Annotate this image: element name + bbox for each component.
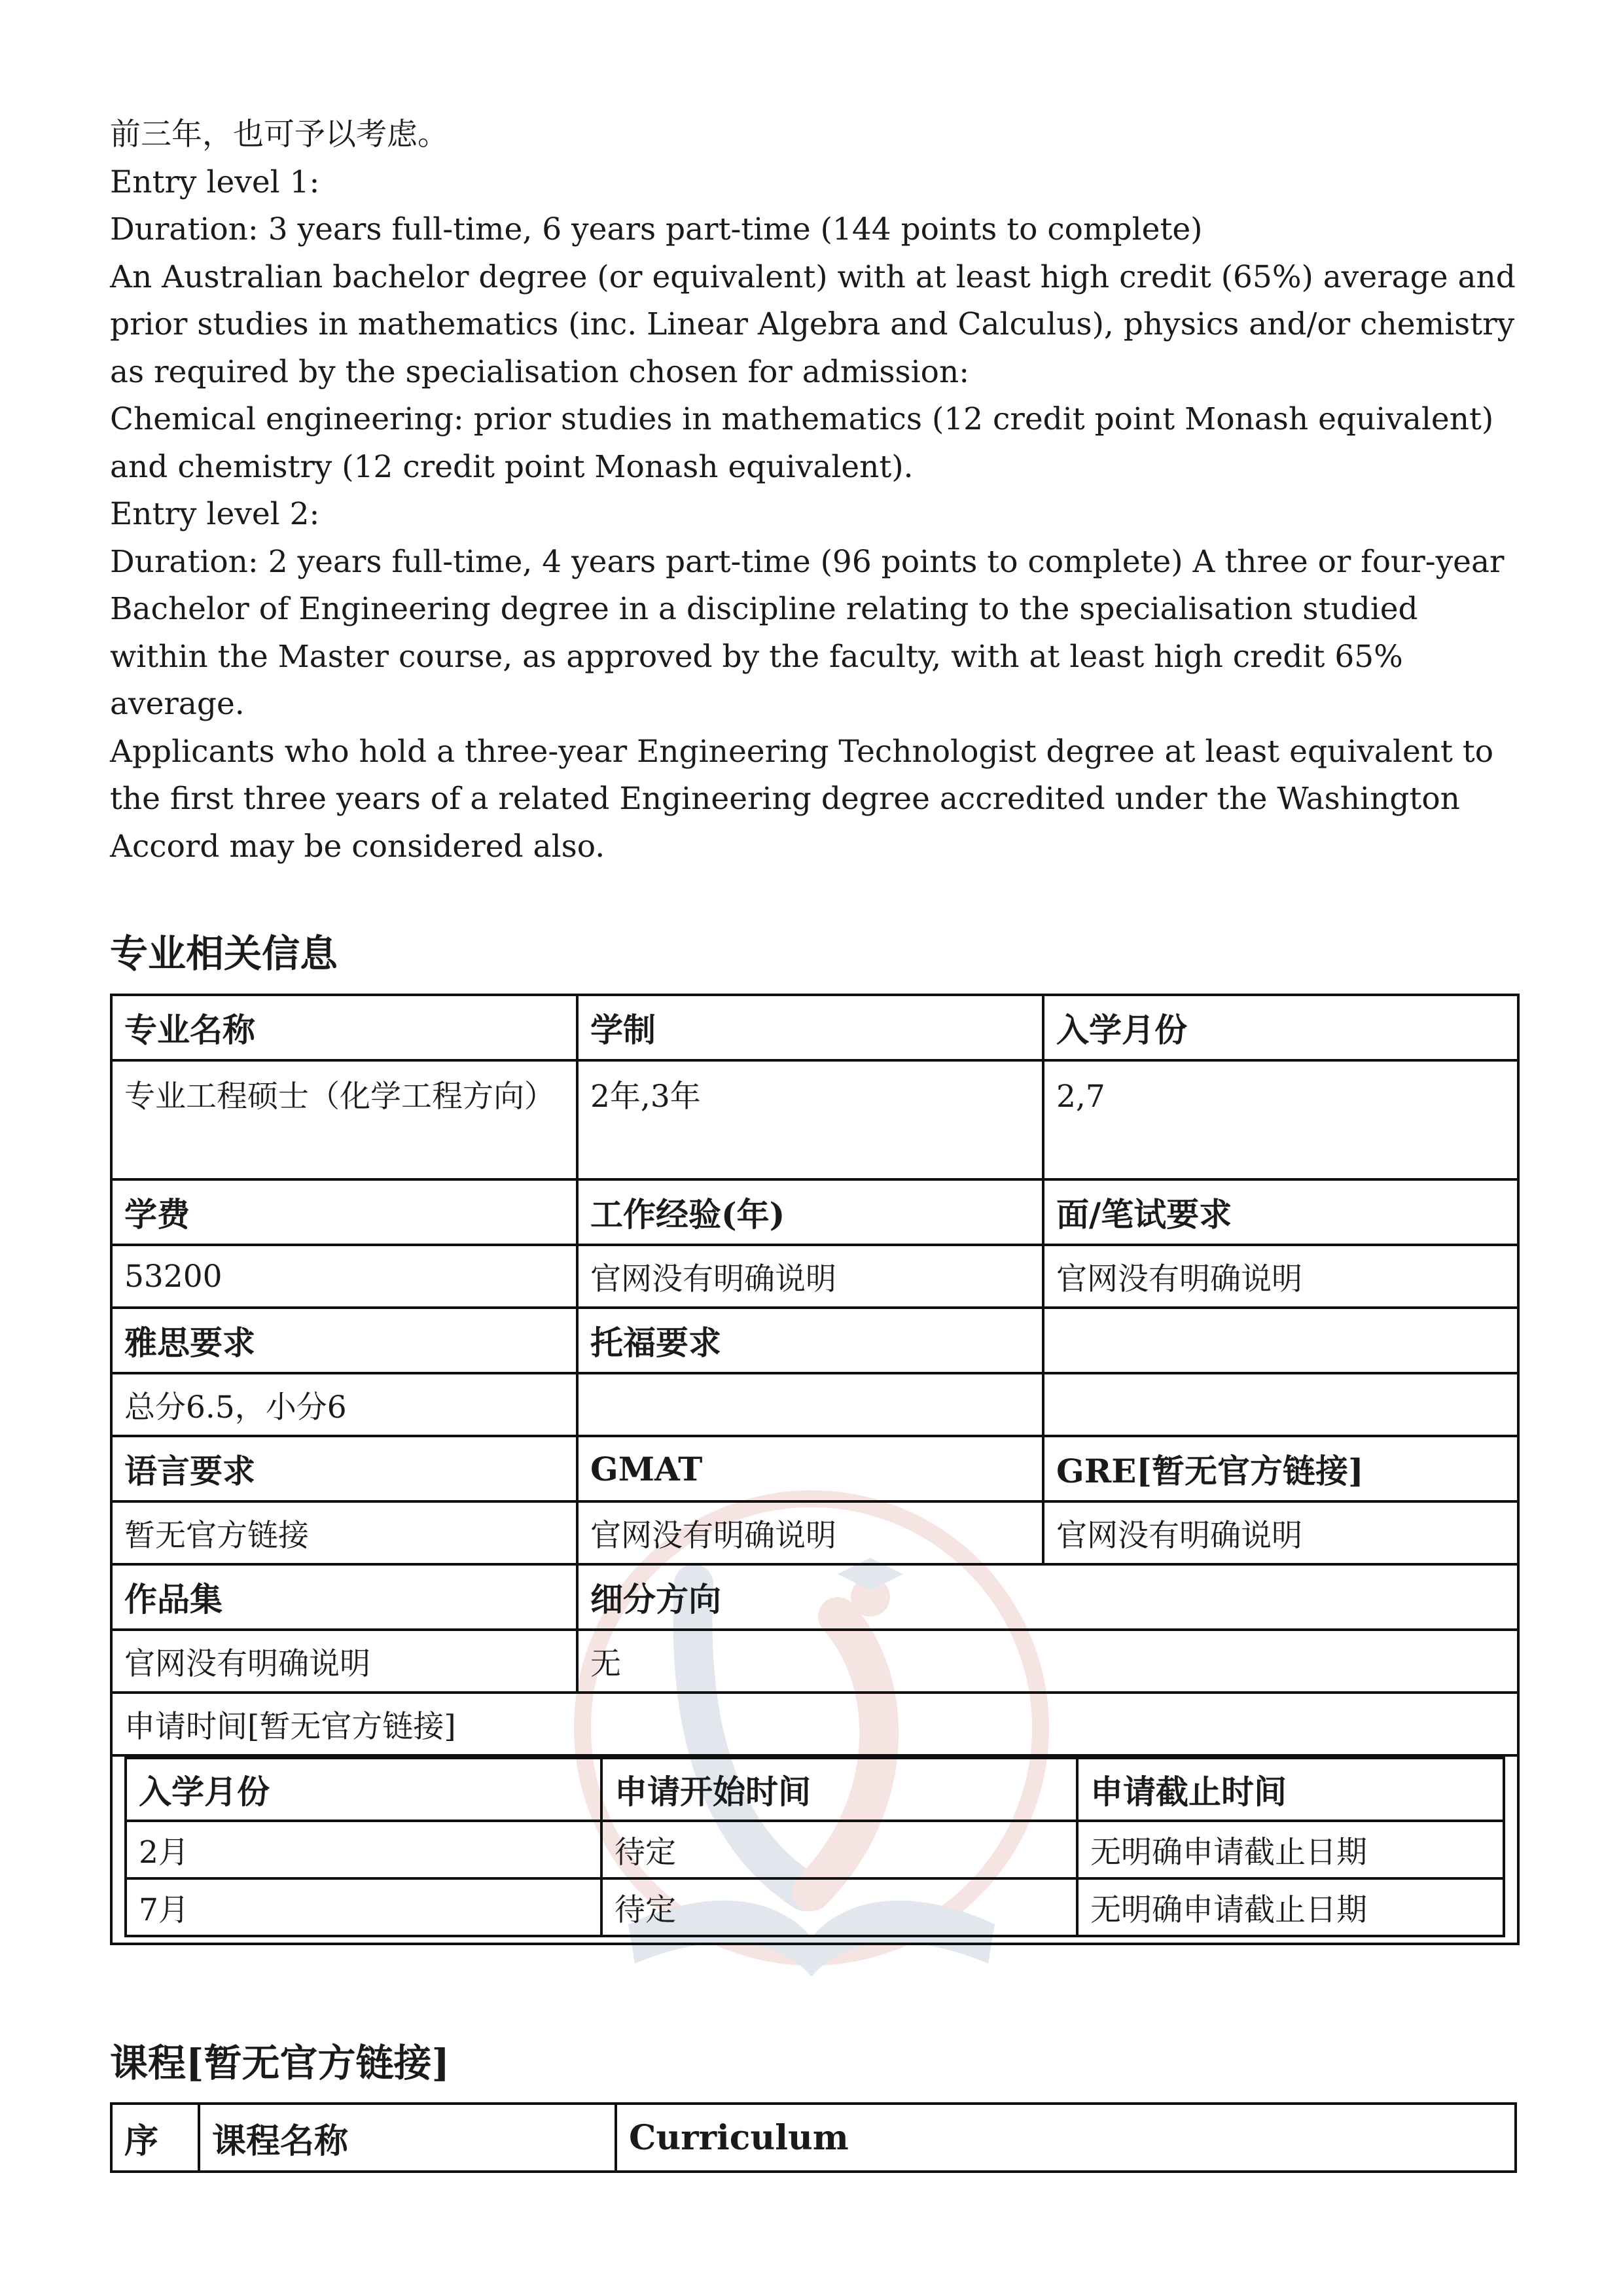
course-header-curriculum: Curriculum <box>616 2104 1516 2172</box>
tuition-value: 53200 <box>111 1245 577 1308</box>
tuition-label: 学费 <box>111 1179 577 1245</box>
intro-line: An Australian bachelor degree (or equivalent) with at least high credit (65%) average and prior studies in mathematics (inc. Linear Algebra and Calculus), physics and/or chemistry as required by the specialisation chosen for admission: <box>110 259 1516 390</box>
course-section-title: 课程[暂无官方链接] <box>110 2041 450 2085</box>
intro-block <box>110 111 1517 870</box>
subfield-value: 无 <box>577 1630 1518 1693</box>
gmat-label: GMAT <box>577 1436 1043 1501</box>
work-experience-value: 官网没有明确说明 <box>577 1245 1043 1308</box>
course-table <box>110 2102 1517 2173</box>
duration-value: 2年,3年 <box>577 1060 1043 1179</box>
major-value: 专业工程硕士（化学工程方向） <box>111 1060 577 1179</box>
intro-line: Duration: 2 years full-time, 4 years part-time (96 points to complete) A three or four-year Bachelor of Engineering degree in a discipline relating to the specialisation studied within the Master course, as approved by the faculty, with at least high credit 65% average. <box>110 543 1505 722</box>
table-row <box>126 1821 1504 1878</box>
intro-line: Entry level 1: <box>110 164 320 200</box>
apply-header-intake: 入学月份 <box>126 1758 601 1821</box>
apply-deadline: 无明确申请截止日期 <box>1077 1821 1504 1878</box>
intro-line: Entry level 2: <box>110 496 320 532</box>
empty-cell <box>1043 1308 1518 1373</box>
toefl-value <box>577 1373 1043 1436</box>
apply-schedule-cell <box>111 1755 1518 1944</box>
intro-line: Duration: 3 years full-time, 6 years part-time (144 points to complete) <box>110 211 1203 247</box>
gre-label: GRE[暂无官方链接] <box>1043 1436 1518 1501</box>
apply-intake: 7月 <box>126 1878 601 1936</box>
apply-deadline: 无明确申请截止日期 <box>1077 1878 1504 1936</box>
duration-label: 学制 <box>577 995 1043 1060</box>
major-label: 专业名称 <box>111 995 577 1060</box>
ielts-value: 总分6.5，小分6 <box>111 1373 577 1436</box>
program-info-table <box>110 994 1520 1945</box>
course-header-index: 序 <box>111 2104 199 2172</box>
language-value: 暂无官方链接 <box>111 1501 577 1564</box>
program-section-title: 专业相关信息 <box>110 931 338 976</box>
apply-schedule-table <box>124 1757 1505 1937</box>
intake-label: 入学月份 <box>1043 995 1518 1060</box>
ielts-label: 雅思要求 <box>111 1308 577 1373</box>
language-label: 语言要求 <box>111 1436 577 1501</box>
intro-line: Chemical engineering: prior studies in mathematics (12 credit point Monash equivalent) and chemistry (12 credit point Monash equivalent). <box>110 401 1494 485</box>
apply-start: 待定 <box>601 1878 1077 1936</box>
apply-header-deadline: 申请截止时间 <box>1077 1758 1504 1821</box>
toefl-label: 托福要求 <box>577 1308 1043 1373</box>
apply-intake: 2月 <box>126 1821 601 1878</box>
empty-cell <box>1043 1373 1518 1436</box>
gmat-value: 官网没有明确说明 <box>577 1501 1043 1564</box>
portfolio-label: 作品集 <box>111 1564 577 1630</box>
gre-value: 官网没有明确说明 <box>1043 1501 1518 1564</box>
intake-value: 2,7 <box>1043 1060 1518 1179</box>
table-row <box>126 1878 1504 1936</box>
apply-start: 待定 <box>601 1821 1077 1878</box>
intro-line: 前三年，也可予以考虑。 <box>110 117 448 152</box>
apply-header-start: 申请开始时间 <box>601 1758 1077 1821</box>
intro-line: Applicants who hold a three-year Engineering Technologist degree at least equivalent to the first three years of a related Engineering degree accredited under the Washington Accord may be considered also. <box>110 733 1494 865</box>
course-header-name: 课程名称 <box>199 2104 616 2172</box>
portfolio-value: 官网没有明确说明 <box>111 1630 577 1693</box>
subfield-label: 细分方向 <box>577 1564 1518 1630</box>
interview-value: 官网没有明确说明 <box>1043 1245 1518 1308</box>
work-experience-label: 工作经验(年) <box>577 1179 1043 1245</box>
interview-label: 面/笔试要求 <box>1043 1179 1518 1245</box>
apply-time-label: 申请时间[暂无官方链接] <box>111 1693 1518 1755</box>
